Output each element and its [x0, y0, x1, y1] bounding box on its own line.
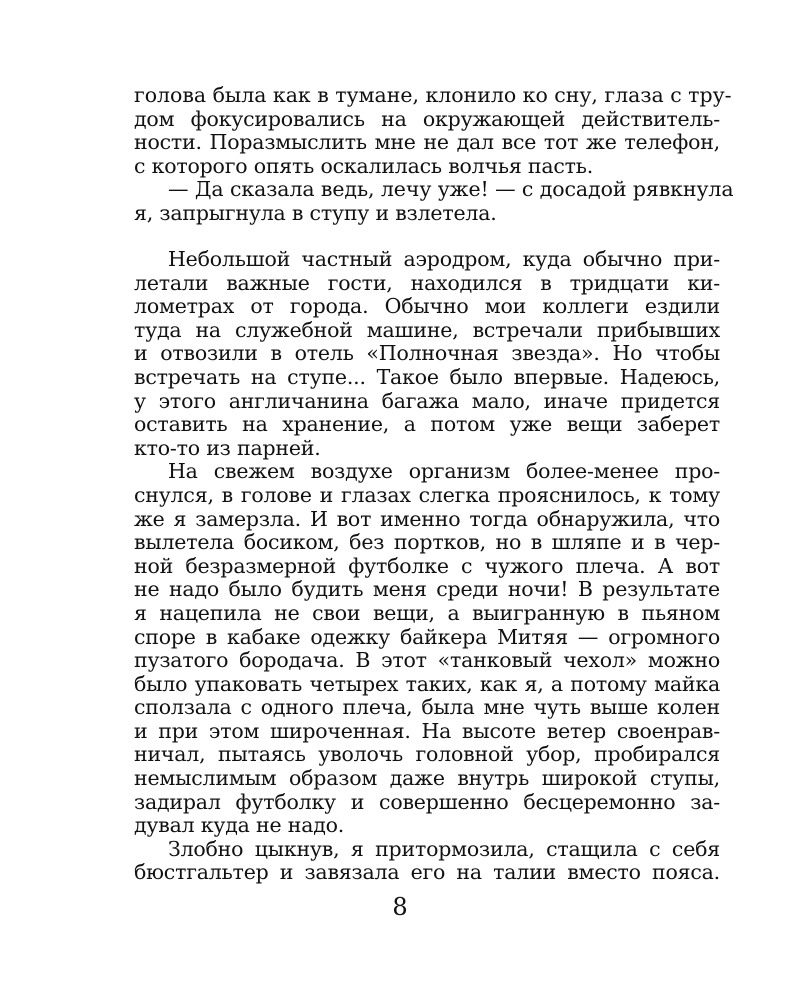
text-line: оставить на хранение, а потом уже вещи заберет [134, 412, 720, 437]
text-line: я, запрыгнула в ступу и взлетела. [134, 200, 497, 225]
text-line: туда на служебной машине, встречали прибывших [134, 317, 720, 342]
text-line: — Да сказала ведь, лечу уже! — с досадой рявкнула [168, 177, 734, 202]
text-line: у этого англичанина багажа мало, иначе придется [134, 388, 720, 413]
text-line: бюстгальтер и завязала его на талии вместо пояса. [134, 860, 720, 885]
text-section-1 [134, 83, 734, 226]
text-line: снулся, в голове и глазах слегка прояснилось, к тому [134, 482, 720, 507]
text-line: лометрах от города. Обычно мои коллеги ездили [134, 294, 720, 319]
text-line: и отвозили в отель «Полночная звезда». Но чтобы [134, 341, 720, 366]
text-line: сползала с одного плеча, была мне чуть выше колен [134, 695, 720, 720]
text-line: встречать на ступе... Такое было впервые. Надеюсь, [134, 364, 720, 389]
text-line: споре в кабаке одежку байкера Митяя — огромного [134, 624, 720, 649]
text-line: ности. Поразмыслить мне не дал все тот же телефон, [134, 130, 720, 155]
page-number: 8 [392, 893, 408, 921]
text-line: же я замерзла. И вот именно тогда обнаружила, что [134, 506, 720, 531]
text-line: кто-то из парней. [134, 435, 321, 460]
text-line: летали важные гости, находился в тридцати ки- [134, 270, 720, 295]
text-line: дувал куда не надо. [134, 813, 345, 838]
text-line: Небольшой частный аэродром, куда обычно при- [168, 247, 720, 271]
text-line: немыслимым образом даже внутрь широкой ступы, [134, 766, 720, 791]
text-line: пузатого бородача. В этот «танковый чехол» можно [134, 648, 720, 673]
text-line: дом фокусировались на окружающей действитель- [134, 106, 720, 131]
text-line: ной безразмерной футболке с чужого плеча. А вот [134, 553, 720, 578]
text-line: с которого опять оскалилась волчья пасть. [134, 153, 594, 178]
text-line: Злобно цыкнув, я притормозила, стащила с себя [168, 836, 720, 861]
text-line: голова была как в тумане, клонило ко сну, глаза с тру- [134, 83, 732, 107]
text-line: задирал футболку и совершенно бесцеремонно за- [134, 789, 720, 814]
text-line: и при этом широченная. На высоте ветер своенрав- [134, 718, 720, 743]
text-section-2 [134, 248, 720, 885]
text-line: ничал, пытаясь уволочь головной убор, пробирался [134, 742, 720, 767]
text-line: На свежем воздухе организм более-менее про- [168, 459, 720, 484]
text-line: я нацепила не свои вещи, а выигранную в пьяном [134, 600, 720, 625]
text-line: не надо было будить меня среди ночи! В результате [134, 577, 720, 602]
text-line: было упаковать четырех таких, как я, а потому майка [134, 671, 720, 696]
text-line: вылетела босиком, без портков, но в шляпе и в чер- [134, 530, 720, 555]
